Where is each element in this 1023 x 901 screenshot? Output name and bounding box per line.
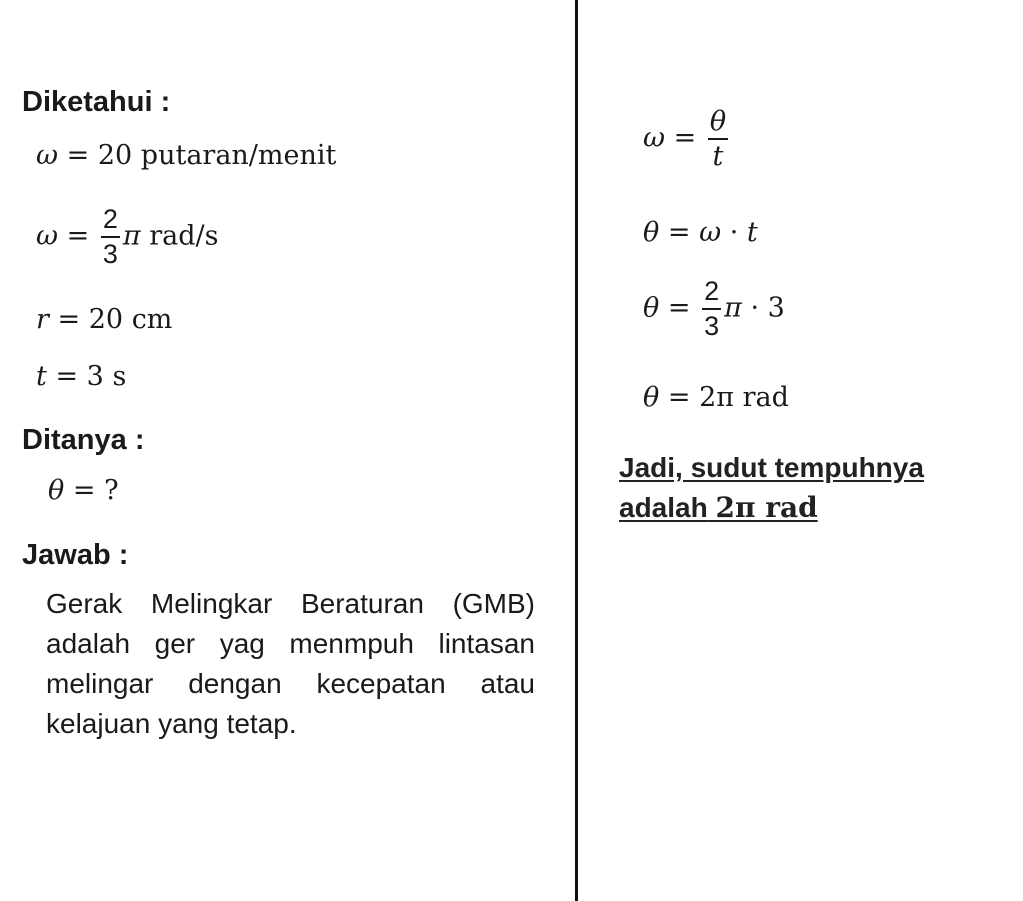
- fraction-two-thirds: $\frac{2}{3}$: [102, 204, 118, 269]
- known-omega-rad: ω = $\frac{2}{3}$ π rad/s: [36, 204, 219, 269]
- known-time: t = 3 s: [36, 361, 127, 392]
- column-divider: [575, 0, 578, 901]
- known-heading: Diketahui :: [22, 86, 171, 118]
- answer-heading: Jawab :: [22, 539, 129, 571]
- known-omega-rpm: ω = 20 putaran/menit: [36, 140, 337, 171]
- known-radius: r = 20 cm: [36, 304, 173, 335]
- step-theta-result: θ = 2π rad: [643, 382, 789, 413]
- fraction-theta-over-t: $\frac{\theta}{t}$: [709, 106, 727, 172]
- asked-theta: θ = ?: [48, 475, 119, 506]
- step-omega-definition: ω = $\frac{\theta}{t}$: [643, 106, 727, 172]
- step-theta-substitution: θ = $\frac{2}{3}$ π · 3: [643, 276, 785, 341]
- asked-heading: Ditanya :: [22, 424, 145, 456]
- answer-paragraph: Gerak Melingkar Beraturan (GMB) adalah ger yag menmpuh lintasan melingar dengan kecepatan atau kelajuan yang tetap.: [46, 588, 535, 739]
- step-theta-omega-t: θ = ω · t: [643, 217, 758, 248]
- conclusion-text: Jadi, sudut tempuhnya adalah 2π rad: [619, 452, 924, 524]
- fraction-two-thirds-right: $\frac{2}{3}$: [704, 276, 720, 341]
- conclusion-value: 2π rad: [715, 491, 818, 524]
